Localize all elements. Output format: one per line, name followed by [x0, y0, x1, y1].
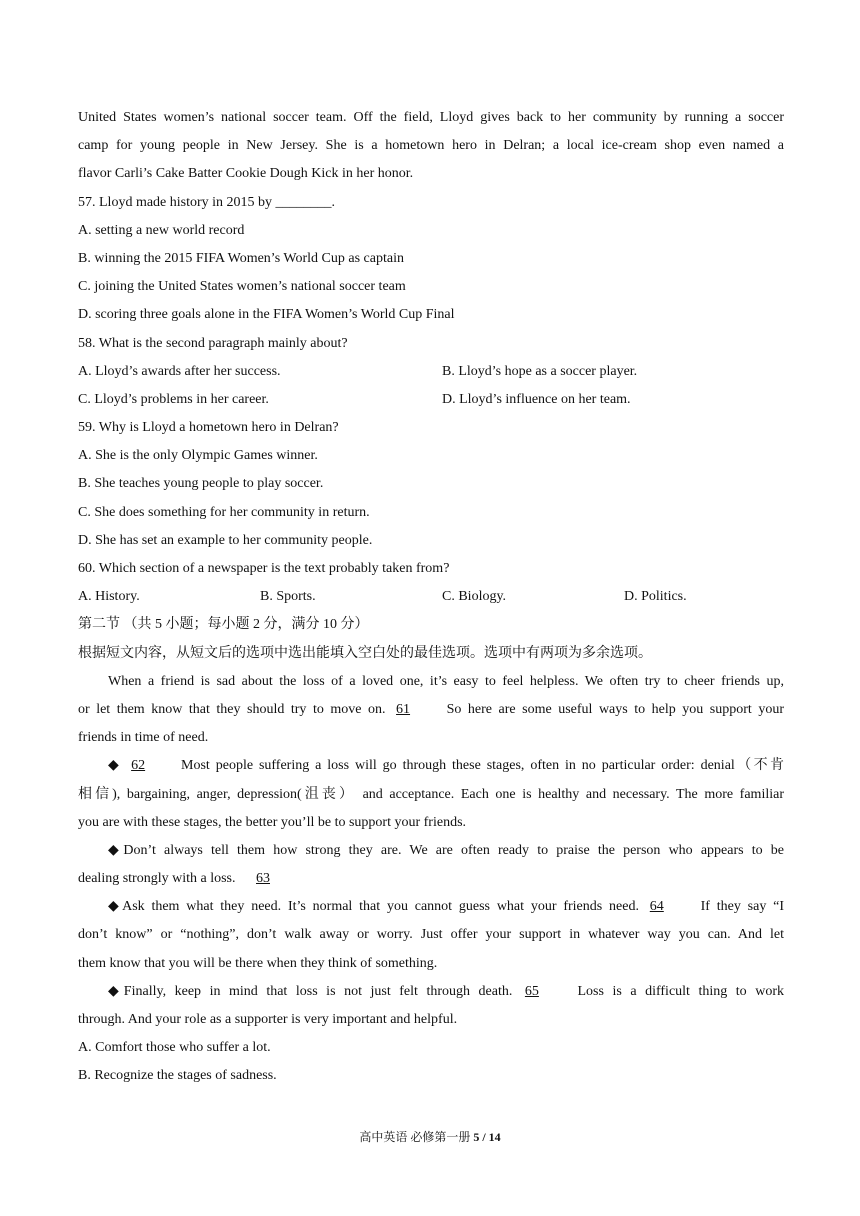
passage-2-text: Most people suffering a loss will go through these stages, often in no particular order: denial（不肯	[181, 758, 785, 774]
question-59-option-b: B. She teaches young people to play soccer.	[78, 476, 324, 492]
passage-2-text: dealing strongly with a loss.	[78, 871, 236, 887]
blank-62: 62	[131, 758, 146, 774]
question-60-stem: 60. Which section of a newspaper is the text probably taken from?	[78, 561, 450, 576]
passage-2-line	[78, 978, 784, 1006]
section-2-heading: 第二节 （共 5 小题；每小题 2 分，满分 10 分）	[78, 617, 369, 633]
question-59-option-c: C. She does something for her community in return.	[78, 504, 370, 520]
passage-2-text: ◆Finally, keep in mind that loss is not just felt through death.	[108, 983, 513, 999]
question-57-option-d: D. scoring three goals alone in the FIFA Women’s World Cup Final	[78, 307, 455, 323]
section-2-instruction: 根据短文内容，从短文后的选项中选出能填入空白处的最佳选项。选项中有两项为多余选项。	[78, 645, 652, 661]
question-58-option-d: D. Lloyd’s influence on her team.	[442, 391, 631, 407]
question-59-option-a: A. She is the only Olympic Games winner.	[78, 448, 318, 464]
blank-65: 65	[524, 983, 539, 999]
question-58-option-a: A. Lloyd’s awards after her success.	[78, 363, 281, 379]
question-57-stem: 57. Lloyd made history in 2015 by ________.	[78, 194, 336, 210]
passage-line: flavor Carli’s Cake Batter Cookie Dough Kick in her honor.	[78, 166, 414, 182]
question-57-option-c: C. joining the United States women’s national soccer team	[78, 279, 406, 295]
question-57-option-a: A. setting a new world record	[78, 222, 245, 238]
passage-2-text: ◆Ask them what they need. It’s normal that you cannot guess what your friends need.	[108, 899, 639, 915]
question-58-option-c: C. Lloyd’s problems in her career.	[78, 391, 269, 407]
passage-2-line: don’t know” or “nothing”, don’t walk away or worry. Just offer your support in whatever way you can. And let	[78, 927, 784, 943]
passage-line: United States women’s national soccer team. Off the field, Lloyd gives back to her community by running a soccer	[78, 110, 784, 125]
footer-label: 高中英语 必修第一册	[359, 1130, 471, 1144]
passage-2-line: them know that you will be there when they think of something.	[78, 955, 438, 971]
question-60-option-d: D. Politics.	[624, 589, 687, 605]
page-number: 5 / 14	[473, 1130, 501, 1144]
passage-2-line	[78, 696, 784, 724]
blank-64: 64	[649, 899, 664, 915]
question-60-option-a: A. History.	[78, 589, 140, 605]
passage-2-line: through. And your role as a supporter is very important and helpful.	[78, 1012, 458, 1027]
passage-2-line: you are with these stages, the better you’ll be to support your friends.	[78, 814, 467, 830]
question-58-options-row	[78, 386, 784, 414]
passage-2-text: So here are some useful ways to help you support your	[446, 701, 785, 717]
document-page	[78, 104, 784, 1091]
choice-a: A. Comfort those who suffer a lot.	[78, 1040, 271, 1056]
passage-2-line: When a friend is sad about the loss of a loved one, it’s easy to feel helpless. We often try to cheer friends up,	[108, 673, 784, 689]
blank-61: 61	[396, 701, 411, 717]
question-58-option-b: B. Lloyd’s hope as a soccer player.	[442, 363, 638, 379]
passage-2-text: or let them know that they should try to move on.	[78, 701, 386, 717]
bullet-icon: ◆	[108, 758, 122, 774]
passage-2-text: Loss is a difficult thing to work	[577, 983, 784, 999]
passage-2-line: ◆Don’t always tell them how strong they are. We are often ready to praise the person who appears to be	[108, 842, 784, 858]
question-60-options-row	[78, 583, 784, 611]
passage-2-line	[78, 893, 784, 921]
passage-2-line	[78, 865, 784, 893]
question-59-stem: 59. Why is Lloyd a hometown hero in Delran?	[78, 420, 339, 436]
question-60-option-c: C. Biology.	[442, 589, 507, 605]
page-footer	[0, 1128, 860, 1145]
question-58-options-row	[78, 358, 784, 386]
choice-b: B. Recognize the stages of sadness.	[78, 1068, 277, 1084]
question-57-option-b: B. winning the 2015 FIFA Women’s World Cup as captain	[78, 250, 404, 266]
passage-2-line: 相信), bargaining, anger, depression(沮丧） and acceptance. Each one is healthy and necessary. The more familiar	[78, 786, 784, 802]
passage-line: camp for young people in New Jersey. She is a hometown hero in Delran; a local ice-cream shop even named a	[78, 138, 784, 154]
blank-63: 63	[256, 871, 270, 887]
passage-2-line	[78, 752, 784, 780]
question-58-stem: 58. What is the second paragraph mainly about?	[78, 335, 348, 351]
question-60-option-b: B. Sports.	[260, 589, 316, 605]
passage-2-text: If they say “I	[700, 899, 785, 915]
question-59-option-d: D. She has set an example to her community people.	[78, 532, 373, 548]
passage-2-line: friends in time of need.	[78, 730, 209, 746]
